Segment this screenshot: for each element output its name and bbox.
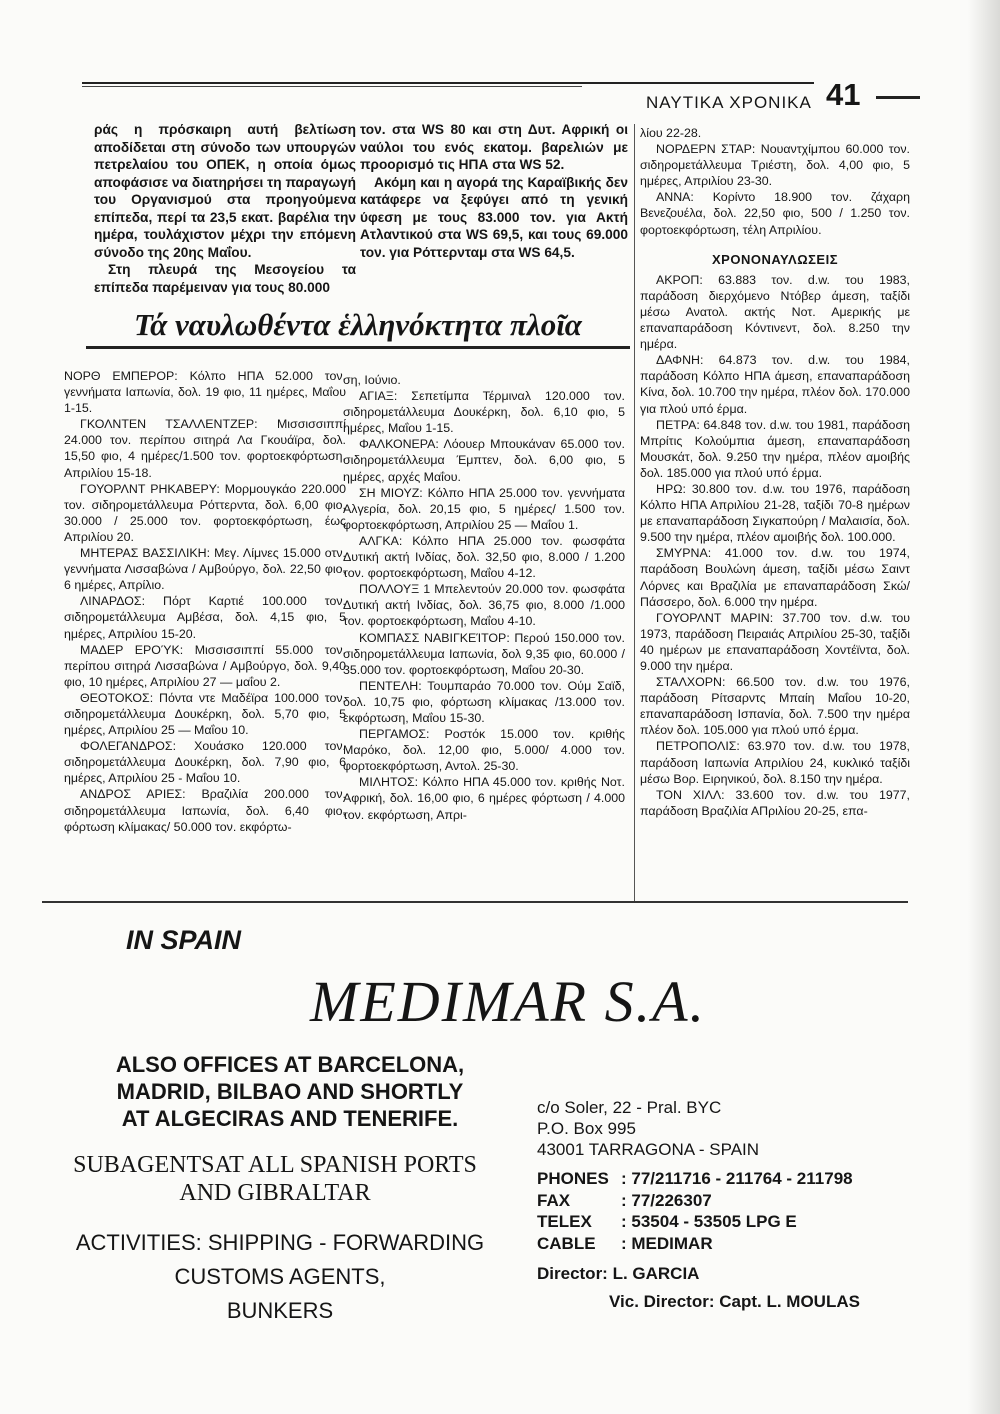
advert-offices <box>80 1051 500 1132</box>
advert-company-name: MEDIMAR S.A. <box>310 969 707 1034</box>
fixture-entry: ΜΑΔΕΡ ΕΡΟΎΚ: Μισσισσιππί 55.000 τον. περίπου σιτηρά Λισσαβώνα / Αμβούργο, δολ. 9,40 φιο, 10 ημέρες, Απριλίου 27 — μαΐου 2. <box>64 642 346 689</box>
time-charter-entry: ΔΑΦΝΗ: 64.873 τον. d.w. του 1984, παράδοση Κόλπο ΗΠΑ άμεση, επαναπαράδοση Κίνα, δολ. 10.700 την ημέρα, πλέον δολ. 170.000 για πλού υπό έρμα. <box>640 353 910 416</box>
advert-offices-line: MADRID, BILBAO AND SHORTLY <box>116 1079 464 1104</box>
advert-offices-line: ALSO OFFICES AT BARCELONA, <box>115 1052 465 1077</box>
time-charter-entry: ΗΡΩ: 30.800 τον. d.w. του 1976, παράδοση Κόλπο ΗΠΑ Απριλίου 21-28, ταξίδι 70-8 ημέρων με επαναπαράδοση Σιγκαπούρη / Μαλαισία, δολ. 9.500 την ημέρα, πλέον αμοιβής δολ. 100.000. <box>640 481 910 545</box>
time-charter-entry: ΣΤΑΛΧΟΡΝ: 66.500 τον. d.w. του 1976, παράδοση Ρίτσαρντς Μπαίη Μαΐου 10-20, επαναπαράδοση Ισπανία, δολ. 7.500 την ημέρα πλέον δολ. 105.000 για πλού υπό έρμα. <box>640 675 910 738</box>
intro-column-2 <box>360 121 628 261</box>
fixture-entry: ΚΟΜΠΑΣΣ ΝΑΒΙΓΚΕΊΤΟΡ: Περού 150.000 τον. σιδηρομετάλλευμα Ιαπωνία, δολ 9,35 φιο, 60.000 / 35.000 τον. φορτοεκφόρτωση, Μαΐου 20-30. <box>343 630 625 677</box>
telex-label: TELEX <box>537 1212 592 1231</box>
fixture-entry: ΑΝΔΡΟΣ ΑΡΙΕΣ: Βραζιλία 200.000 τον. σιδηρομετάλλευμα Ιαπωνία, δολ. 6,40 φιο, φόρτωση κλίμακας/ 50.000 τον. εκφόρτω- <box>64 787 346 834</box>
advert-address <box>537 1097 759 1160</box>
advert-subagents <box>40 1151 510 1207</box>
advert-vice-director: Vic. Director: Capt. L. MOULAS <box>609 1292 860 1311</box>
page-number-dash <box>876 96 920 99</box>
advert-telex-row <box>537 1211 853 1233</box>
advert-subagents-line: AND GIBRALTAR <box>179 1180 371 1206</box>
intro-column-1 <box>94 121 356 296</box>
time-charter-entry: ΤΟΝ ΧΙΛΛ: 33.600 τον. d.w. του 1977, παράδοση Βραζιλία ΑΠριλίου 20-25, επα- <box>640 787 910 818</box>
masthead: ΝΑΥΤΙΚΑ ΧΡΟΝΙΚΑ <box>646 93 812 112</box>
advert-separator-rule <box>42 901 908 903</box>
advert-director: Director: L. GARCIA <box>537 1264 700 1283</box>
intro-paragraph: Ακόμη και η αγορά της Καραϊβικής δεν κατάφερε να ξεφύγει από τη γενική ύφεση με τους 83.000 τον. για Ακτή Ατλαντικού στα WS 69,5, και τους 69.000 τον. για Ρόττερνταμ στα WS 64,5. <box>360 174 628 260</box>
intro-paragraph: τον. στα WS 80 και στη Δυτ. Αφρική οι ναύλοι του ενός εκατομ. βαρελιών με προορισμό τις ΗΠΑ στα WS 52. <box>360 122 628 172</box>
fixture-entry: ΑΓΙΑΞ: Σεπετίμπα Τέρμιναλ 120.000 τον. σιδηρομετάλλευμα Δουκέρκη, δολ. 6,10 φιο, 5 ημέρες, Μαΐου 1-15. <box>343 389 625 436</box>
time-charters-heading: ΧΡΟΝΟΝΑΥΛΩΣΕΙΣ <box>711 251 839 267</box>
fixture-entry: ΛΙΝΑΡΔΟΣ: Πόρτ Καρτιέ 100.000 τον. σιδηρομετάλλευμα Αμβέσα, δολ. 4,15 φιο, 5 ημέρες, Απριλίου 15-20. <box>64 594 346 641</box>
fixture-entry: ΓΚΟΛΝΤΕΝ ΤΣΑΛΛΕΝΤΖΕΡ: Μισσισσιππί 24.000 τον. περίπου σιτηρά Λα Γκουάϊρα, δολ. 15,50 φιο, 4 ημέρες/1.500 τον. φορτοεκφόρτωση, Απριλίου 15-18. <box>64 417 346 480</box>
fixture-entry: ΠΟΛΛΟΥΞ 1 Μπελεντούν 20.000 τον. φωσφάτα Δυτική ακτή Ινδίας, δολ. 36,75 φιο, 8.000 /1.000 τον. φορτοεκφόρτωση, Μαΐου 4-10. <box>343 582 625 629</box>
fixture-entry: ΑΝΝΑ: Κορίντο 18.900 τον. ζάχαρη Βενεζουέλα, δολ. 22,50 φιο, 500 / 1.250 τον. φορτοεκφόρτωση, τέλη Απριλίου. <box>640 190 910 237</box>
intro-paragraph: Στη πλευρά της Μεσογείου τα επίπεδα παρέμειναν για τους 80.000 <box>94 262 356 295</box>
fixture-entry: ΝΟΡΔΕΡΝ ΣΤΑΡ: Νουαντχίμπου 60.000 τον. σιδηρομετάλλευμα Τριέστη, δολ. 4,00 φιο, 5 ημέρες, Απριλίου 23-30. <box>640 142 910 189</box>
advert-tagline: IN SPAIN <box>126 925 242 955</box>
time-charter-entry: ΑΚΡΟΠ: 63.883 τον. d.w. του 1983, παράδοση διερχόμενο Ντόβερ άμεση, ταξίδι μέσω Ανατολ. ακτής Νοτ. Αμερικής με επαναπαράδοση Κόντινεντ, δολ. 8.250 την ημέρα. <box>640 272 910 352</box>
fixtures-column-2 <box>343 372 625 823</box>
fixture-entry: ΓΟΥΟΡΛΝΤ ΡΗΚΑΒΕΡΥ: Μορμουγκάο 220.000 τον. σιδηρομετάλλευμα Ρόττερντα, δολ. 6,00 φιο, 30.000 / 25.000 τον. φορτοεκφόρτωση, έως Απριλίου 20. <box>64 481 346 544</box>
time-charter-entry: ΠΕΤΡΟΠΟΛΙΣ: 63.970 τον. d.w. του 1978, παράδοση Ιαπωνία Απριλίου 24, κυκλικό ταξίδι μέσω Βορ. Ειρηνικού, δολ. 8.150 την ημέρα. <box>640 739 910 786</box>
section-title-rule <box>86 346 630 349</box>
fixture-entry: ΜΗΤΕΡΑΣ ΒΑΣΣΙΛΙΚΗ: Μεγ. Λίμνες 15.000 οτν. γεννήματα Λισσαβώνα / Αμβούργο, δολ. 22,50 φιο, 6 ημέρες, Απρίλιο. <box>64 546 346 593</box>
fixture-entry: ΦΟΛΕΓΑΝΔΡΟΣ: Χουάσκο 120.000 τον. σιδηρομετάλλευμα Δουκέρκη, δολ. 7,90 φιο, 6 ημέρες, Απριλίου 25 - Μαΐου 10. <box>64 739 346 786</box>
phones-label: PHONES <box>537 1169 609 1188</box>
advert-subagents-line: SUBAGENTSAT ALL SPANISH PORTS <box>73 1152 477 1178</box>
fixture-entry: ΣΗ ΜΙΟΥΖ: Κόλπο ΗΠΑ 25.000 τον. γεννήματα Αλγερία, δολ. 20,15 φιο, 5 ημέρες/ 1.500 τον. φορτοεκφόρτωση, Απριλίου 25 — Μαΐου 1. <box>343 485 625 532</box>
telex-value: : 53504 - 53505 LPG E <box>621 1212 797 1231</box>
advert-address-line: P.O. Box 995 <box>537 1119 636 1138</box>
fixture-entry: ΜΙΛΗΤΟΣ: Κόλπο ΗΠΑ 45.000 τον. κριθής Νοτ. Αφρική, δολ. 16,00 φιο, 6 ημέρες φόρτωση / 4.000 τον. εκφόρτωση, Απρι- <box>343 775 625 822</box>
advert-activities-line: CUSTOMS AGENTS, <box>174 1264 386 1289</box>
cable-value: : MEDIMAR <box>621 1233 713 1253</box>
advert-cable-row <box>537 1233 853 1255</box>
section-title: Τά ναυλωθέντα ἑλληνόκτητα πλοῖα <box>134 307 582 342</box>
advert-activities-line: BUNKERS <box>226 1298 334 1323</box>
header-rule-thin <box>82 86 582 87</box>
fax-value: : 77/226307 <box>621 1190 712 1210</box>
column-divider <box>634 124 635 901</box>
page-number: 41 <box>826 77 861 112</box>
advert-offices-line: AT ALGECIRAS AND TENERIFE. <box>121 1106 459 1131</box>
fixture-entry: ΘΕΟΤΟΚΟΣ: Πόντα ντε Μαδέϊρα 100.000 τον. σιδηρομετάλλευμα Δουκέρκη, δολ. 5,70 φιο, 5 ημέρες, Απριλίου 25 — Μαΐου 10. <box>64 690 346 738</box>
fixture-entry: ΠΕΝΤΕΛΗ: Τουμπαράο 70.000 τον. Ούμ Σαϊδ, δολ. 10,75 φιο, φόρτωση κλίμακας /13.000 τον. εκφόρτωση, Μαΐου 15-30. <box>343 678 625 725</box>
header-rule <box>82 82 814 84</box>
time-charter-entry: ΓΟΥΟΡΛΝΤ ΜΑΡΙΝ: 37.700 τον. d.w. του 1973, παράδοση Πειραιάς Απριλίου 25-30, ταξίδι 40 ημέρων με επαναπαράδοση Χοντέϊντα, δολ. 9.000 την ημέρα. <box>640 610 910 673</box>
right-column <box>640 125 910 819</box>
page-edge-shadow <box>968 0 1000 1414</box>
advert-address-line: 43001 TARRAGONA - SPAIN <box>537 1140 760 1159</box>
advert-address-line: c/o Soler, 22 - Pral. BYC <box>537 1098 722 1117</box>
phones-value: : 77/211716 - 211764 - 211798 <box>621 1169 853 1188</box>
advert-phones-row <box>537 1168 853 1190</box>
advert-contact-block <box>537 1168 853 1254</box>
advert-activities-line: ACTIVITIES: SHIPPING - FORWARDING <box>75 1230 485 1255</box>
fixture-entry: λίου 22-28. <box>640 126 702 140</box>
time-charter-entry: ΣΜΥΡΝΑ: 41.000 τον. d.w. του 1974, παράδοση Βουλώνη άμεση, ταξίδι μέσω Σαιντ Λόρνες και Βραζιλία με επαναπαράδοση Σκώ/ Πάσσερο, δολ. 6.000 την ημέρα. <box>640 546 910 609</box>
fax-label: FAX <box>537 1190 571 1210</box>
fixture-entry: ση, Ιούνιο. <box>343 373 401 387</box>
fixture-entry: ΑΛΓΚΑ: Κόλπο ΗΠΑ 25.000 τον. φωσφάτα Δυτική ακτή Ινδίας, δολ. 32,50 φιο, 8.000 / 1.200 τον. φορτοεκφόρτωση, Μαΐου 4-12. <box>343 533 625 581</box>
advert-activities <box>20 1226 540 1328</box>
fixture-entry: ΠΕΡΓΑΜΟΣ: Ροστόκ 15.000 τον. κριθής Μαρόκο, δολ. 12,00 φιο, 5.000/ 4.000 τον. φορτοεκφόρτωση, Αντολ. 25-30. <box>343 727 625 774</box>
cable-label: CABLE <box>537 1233 596 1253</box>
fixtures-column-1 <box>64 368 346 835</box>
fixture-entry: ΦΑΛΚΟΝΕΡΑ: Λόουερ Μπουκάναν 65.000 τον. σιδηρομετάλλευμα Έμπτεν, δολ. 6,00 φιο, 5 ημέρες, αρχές Μαΐου. <box>343 437 625 484</box>
time-charter-entry: ΠΕΤΡΑ: 64.848 τον. d.w. του 1981, παράδοση Μπρίτις Κολούμπια άμεση, επαναπαράδοση Μουσκάτ, δολ. 9.250 την ημέρα, πλέον αμοιβής δολ. 185.000 για πλού υπό έρμα. <box>640 417 910 480</box>
intro-paragraph: ράς η πρόσκαιρη αυτή βελτίωση αποδίδεται στη σύνοδο των υπουργών πετρελαίου του ΟΠΕΚ, η οποία όμως αποφάσισε να διατηρήσει τη παραγωγή του Οργανισμού στα προηγούμενα επίπεδα, περί τα 23,5 εκατ. βαρέλια την ημέρα, τουλάχιστον μέχρι την επόμενη σύνοδο της 20ης Μαΐου. <box>94 122 356 260</box>
fixture-entry: ΝΟΡΘ ΕΜΠΕΡΟΡ: Κόλπο ΗΠΑ 52.000 τον. γεννήματα Ιαπωνία, δολ. 19 φιο, 11 ημέρες, Μαΐου 1-15. <box>64 369 346 416</box>
advert-fax-row <box>537 1190 853 1212</box>
